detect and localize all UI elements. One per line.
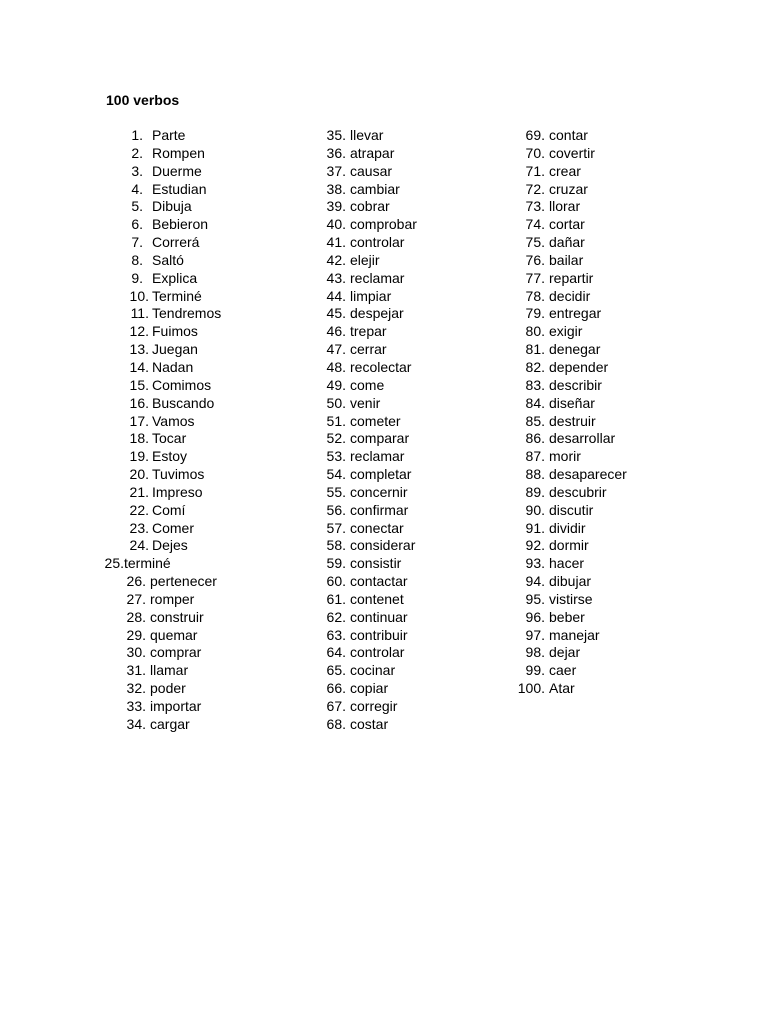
list-item-number: 16. — [129, 394, 149, 411]
list-item-verb: reclamar — [350, 269, 405, 286]
list-item-number: 8. — [131, 251, 143, 268]
list-item-verb: cocinar — [350, 662, 396, 679]
list-item — [0, 216, 768, 234]
list-item-verb: comprar — [150, 644, 202, 661]
list-item-number: 50. — [326, 394, 346, 411]
list-item-number: 10. — [129, 287, 149, 304]
verb-list-column-3 — [0, 127, 768, 698]
list-item-number: 75. — [525, 234, 545, 251]
list-item-verb: discutir — [549, 501, 594, 518]
list-item-number: 96. — [525, 608, 545, 625]
list-item — [0, 448, 768, 466]
list-item-verb: Comí — [152, 501, 186, 518]
list-item-number: 86. — [525, 430, 545, 447]
list-item-number: 29. — [126, 626, 146, 643]
list-item-number: 80. — [525, 323, 545, 340]
list-item-verb: morir — [549, 448, 581, 465]
list-item-number: 58. — [326, 537, 346, 554]
list-item-verb: vistirse — [549, 590, 593, 607]
list-item-verb: elejir — [350, 251, 380, 268]
list-item-verb: continuar — [350, 608, 408, 625]
list-item — [0, 484, 768, 502]
list-item-verb: atrapar — [350, 144, 395, 161]
list-item-number: 3. — [131, 162, 143, 179]
list-item-number: 87. — [525, 448, 545, 465]
list-item-number: 17. — [129, 412, 149, 429]
list-item-verb: conectar — [350, 519, 404, 536]
list-item-verb: pertenecer — [150, 573, 217, 590]
list-item-verb: despejar — [350, 305, 404, 322]
list-item-verb: dañar — [549, 234, 585, 251]
list-item-verb: cortar — [549, 216, 585, 233]
list-item-verb: Rompen — [152, 144, 205, 161]
list-item-verb: denegar — [549, 341, 601, 358]
list-item-number: 1. — [131, 127, 143, 143]
list-item-number: 4. — [131, 180, 143, 197]
list-item-verb: dibujar — [549, 573, 592, 590]
list-item-verb: Comimos — [152, 376, 212, 393]
document-title: 100 verbos — [106, 92, 180, 108]
list-item-verb: Tocar — [152, 430, 187, 447]
list-item-verb: Buscando — [152, 394, 215, 411]
list-item-verb: desaparecer — [549, 466, 627, 483]
list-item-verb: corregir — [350, 698, 398, 714]
list-item-number: 54. — [326, 466, 346, 483]
list-item — [0, 341, 768, 359]
list-item-verb: confirmar — [350, 501, 409, 518]
list-item-number: 63. — [326, 626, 346, 643]
list-item-number: 60. — [326, 573, 346, 590]
list-item-verb: diseñar — [549, 394, 595, 411]
list-item-number: 11. — [130, 305, 149, 322]
list-item — [0, 573, 768, 591]
list-item-verb: come — [350, 376, 385, 393]
list-item-verb: llevar — [350, 127, 384, 143]
list-item-number: 43. — [326, 269, 346, 286]
list-item — [0, 163, 768, 181]
list-item-number: 7. — [131, 234, 143, 251]
list-item-number: 73. — [525, 198, 545, 215]
list-item-number: 76. — [525, 251, 545, 268]
list-item-number: 42. — [326, 251, 346, 268]
list-item — [0, 359, 768, 377]
list-item — [0, 181, 768, 199]
list-item-number: 6. — [131, 216, 143, 233]
list-item-number: 82. — [525, 358, 545, 375]
list-item-number: 88. — [525, 466, 545, 483]
list-item-verb: copiar — [350, 680, 389, 697]
list-item-verb: Nadan — [152, 358, 194, 375]
list-item-number: 34. — [126, 715, 146, 732]
list-item-verb: causar — [350, 162, 393, 179]
list-item-verb: importar — [150, 698, 202, 714]
list-item-number: 45. — [326, 305, 346, 322]
list-item — [0, 466, 768, 484]
list-item-verb: Dejes — [152, 537, 188, 554]
list-item-verb: considerar — [350, 537, 416, 554]
list-item-number: 30. — [126, 644, 146, 661]
list-item — [0, 520, 768, 538]
list-item-number: 90. — [525, 501, 545, 518]
list-item-number: 49. — [326, 376, 346, 393]
list-item-verb: Explica — [152, 269, 198, 286]
list-item-number: 40. — [326, 216, 346, 233]
list-item-number: 66. — [326, 680, 346, 697]
list-item-number: 26. — [126, 573, 146, 590]
list-item-number: 93. — [525, 555, 545, 572]
list-item-number: 20. — [129, 466, 149, 483]
list-item-number: 72. — [525, 180, 545, 197]
list-item-verb: cerrar — [350, 341, 387, 358]
list-item-verb: Estoy — [152, 448, 188, 465]
list-item-verb: Saltó — [152, 251, 184, 268]
list-item-number: 84. — [525, 394, 545, 411]
list-item-number: 61. — [326, 590, 346, 607]
list-item-verb: desarrollar — [549, 430, 616, 447]
list-item-verb: Bebieron — [152, 216, 209, 233]
list-item-number: 24. — [129, 537, 149, 554]
list-item-number: 35. — [326, 127, 346, 143]
list-item-number: 47. — [326, 341, 346, 358]
list-item-verb: completar — [350, 466, 412, 483]
list-item-number: 69. — [525, 127, 545, 143]
list-item-number: 67. — [326, 698, 346, 714]
list-item-verb: llorar — [549, 198, 581, 215]
list-item-verb: decidir — [549, 287, 591, 304]
list-item-number: 25. — [104, 555, 124, 572]
list-item-number: 15. — [129, 376, 149, 393]
list-item-number: 100. — [517, 680, 545, 697]
list-item-verb: Comer — [152, 519, 195, 536]
list-item — [0, 270, 768, 288]
list-item-verb: cobrar — [350, 198, 390, 215]
list-item-number: 55. — [326, 483, 346, 500]
list-item-number: 13. — [129, 341, 149, 358]
list-item-verb: comprobar — [350, 216, 417, 233]
list-item-verb: bailar — [549, 251, 584, 268]
list-item-verb: limpiar — [350, 287, 392, 304]
list-item-verb: covertir — [549, 144, 595, 161]
list-item — [0, 627, 768, 645]
list-item-verb: llamar — [150, 662, 189, 679]
list-item-number: 79. — [525, 305, 545, 322]
list-item-verb: manejar — [549, 626, 600, 643]
list-item-verb: contar — [549, 127, 588, 143]
list-item-number: 44. — [326, 287, 346, 304]
list-item — [0, 537, 768, 555]
list-item-verb: repartir — [549, 269, 594, 286]
list-item-number: 68. — [326, 715, 346, 732]
list-item-number: 70. — [525, 144, 545, 161]
list-item-verb: Juegan — [152, 341, 198, 358]
list-item-number: 48. — [326, 358, 346, 375]
list-item-verb: contactar — [350, 573, 408, 590]
list-item-verb: dejar — [549, 644, 581, 661]
list-item-verb: contenet — [350, 590, 404, 607]
list-item-number: 32. — [126, 680, 146, 697]
list-item — [0, 323, 768, 341]
list-item-number: 77. — [525, 269, 545, 286]
list-item-number: 57. — [326, 519, 346, 536]
list-item-verb: recolectar — [350, 358, 412, 375]
list-item-number: 22. — [129, 501, 149, 518]
list-item-number: 39. — [326, 198, 346, 215]
list-item-number: 98. — [525, 644, 545, 661]
list-item-number: 23. — [129, 519, 149, 536]
list-item — [0, 555, 768, 573]
list-item-verb: controlar — [350, 644, 405, 661]
list-item-verb: romper — [150, 590, 195, 607]
list-item-number: 59. — [326, 555, 346, 572]
list-item-number: 46. — [326, 323, 346, 340]
list-item-verb: quemar — [150, 626, 198, 643]
list-item-number: 5. — [131, 198, 143, 215]
list-item-number: 64. — [326, 644, 346, 661]
list-item — [0, 127, 768, 145]
list-item — [0, 198, 768, 216]
list-item-verb: dividir — [549, 519, 586, 536]
list-item-verb: reclamar — [350, 448, 405, 465]
list-item-number: 92. — [525, 537, 545, 554]
list-item-verb: poder — [150, 680, 186, 697]
list-item-verb: destruir — [549, 412, 596, 429]
list-item-verb: caer — [549, 662, 577, 679]
list-item-verb: Fuimos — [152, 323, 198, 340]
list-item-verb: Parte — [152, 127, 186, 143]
list-item — [0, 252, 768, 270]
list-item — [0, 430, 768, 448]
list-item — [0, 680, 768, 698]
list-item — [0, 698, 768, 716]
list-item — [0, 288, 768, 306]
list-item-number: 71. — [525, 162, 545, 179]
list-item — [0, 609, 768, 627]
list-item-number: 97. — [525, 626, 545, 643]
list-item-verb: Tendremos — [152, 305, 222, 322]
list-item-number: 89. — [525, 483, 545, 500]
list-item-number: 36. — [326, 144, 346, 161]
list-item-verb: cruzar — [549, 180, 588, 197]
list-item-number: 51. — [326, 412, 346, 429]
list-item — [0, 377, 768, 395]
list-item — [0, 502, 768, 520]
list-item — [0, 413, 768, 431]
list-item-verb: describir — [549, 376, 602, 393]
list-item — [0, 662, 768, 680]
list-item-verb: dormir — [549, 537, 589, 554]
list-item-verb: depender — [549, 358, 609, 375]
list-item-verb: construir — [150, 608, 204, 625]
list-item-number: 81. — [525, 341, 545, 358]
list-item-verb: crear — [549, 162, 581, 179]
list-item-verb: Dibuja — [152, 198, 192, 215]
list-item — [0, 395, 768, 413]
list-item-verb: Vamos — [152, 412, 195, 429]
list-item-number: 52. — [326, 430, 346, 447]
list-item-number: 27. — [126, 590, 146, 607]
list-item-number: 31. — [126, 662, 146, 679]
list-item-number: 18. — [129, 430, 149, 447]
list-item-verb: Duerme — [152, 162, 202, 179]
list-item-number: 28. — [126, 608, 146, 625]
list-item-number: 85. — [525, 412, 545, 429]
list-item-number: 62. — [326, 608, 346, 625]
list-item-number: 53. — [326, 448, 346, 465]
list-item-number: 95. — [525, 590, 545, 607]
list-item-verb: Terminé — [152, 287, 202, 304]
list-item-number: 56. — [326, 501, 346, 518]
list-item-number: 33. — [126, 698, 146, 714]
list-item — [0, 234, 768, 252]
list-item-verb: costar — [350, 715, 389, 732]
list-item-verb: Atar — [549, 680, 575, 697]
list-item-verb: cargar — [150, 715, 190, 732]
list-item-verb: Impreso — [152, 483, 203, 500]
list-item — [0, 644, 768, 662]
list-item-number: 38. — [326, 180, 346, 197]
list-item — [0, 591, 768, 609]
list-item — [0, 305, 768, 323]
list-item — [0, 716, 768, 734]
list-item-number: 83. — [525, 376, 545, 393]
list-item-number: 37. — [326, 162, 346, 179]
list-item-verb: concernir — [350, 483, 408, 500]
list-item-verb: controlar — [350, 234, 405, 251]
list-item-number: 74. — [525, 216, 545, 233]
list-item-number: 14. — [129, 358, 149, 375]
list-item-number: 2. — [131, 144, 143, 161]
list-item-number: 19. — [129, 448, 149, 465]
list-item-number: 21. — [129, 483, 149, 500]
list-item-verb: Estudian — [152, 180, 207, 197]
list-item-number: 78. — [525, 287, 545, 304]
list-item-verb: hacer — [549, 555, 585, 572]
list-item — [0, 145, 768, 163]
list-item-number: 9. — [131, 269, 143, 286]
list-item-verb: consistir — [350, 555, 402, 572]
list-item-number: 91. — [525, 519, 545, 536]
list-item-number: 99. — [525, 662, 545, 679]
list-item-number: 41. — [326, 234, 346, 251]
list-item-verb: venir — [350, 394, 381, 411]
list-item-verb: exigir — [549, 323, 583, 340]
list-item-verb: Tuvimos — [152, 466, 205, 483]
list-item-verb: cambiar — [350, 180, 400, 197]
list-item-verb: terminé — [124, 555, 171, 572]
list-item-verb: beber — [549, 608, 585, 625]
list-item-verb: cometer — [350, 412, 401, 429]
list-item-verb: entregar — [549, 305, 602, 322]
list-item-number: 12. — [129, 323, 149, 340]
list-item-number: 65. — [326, 662, 346, 679]
list-item-verb: comparar — [350, 430, 410, 447]
list-item-number: 94. — [525, 573, 545, 590]
list-item-verb: trepar — [350, 323, 387, 340]
list-item-verb: contribuir — [350, 626, 408, 643]
list-item-verb: Correrá — [152, 234, 200, 251]
list-item-verb: descubrir — [549, 483, 607, 500]
